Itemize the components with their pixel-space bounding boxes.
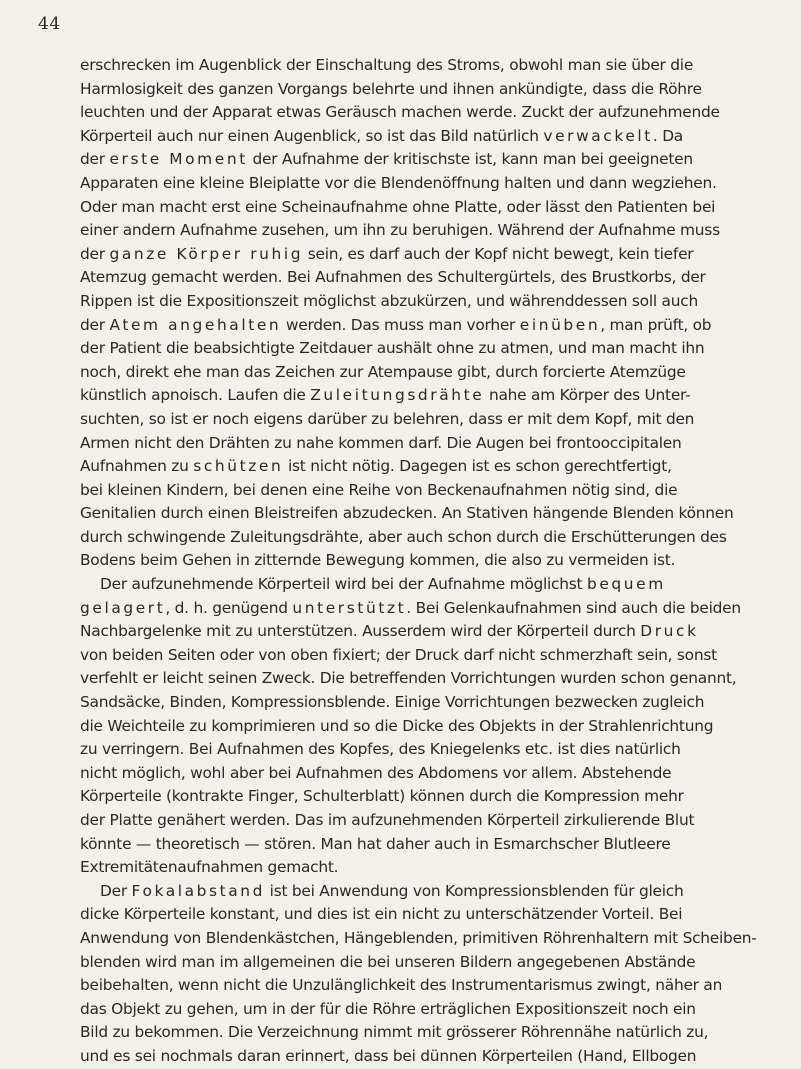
text-line: suchten, so ist er noch eigens darüber zu belehren, dass er mit dem Kopf, mit den [80,409,695,428]
text-line: zu verringern. Bei Aufnahmen des Kopfes, des Kniegelenks etc. ist dies natürlich [80,740,681,759]
body-text [80,54,792,1069]
text-line: blenden wird man im allgemeinen die bei unseren Bildern angegebenen Abstände [80,952,696,971]
text-line: das Objekt zu gehen, um in der für die Röhre erträglichen Expositionszeit noch ein [80,999,696,1018]
text-line: bei kleinen Kindern, bei denen eine Reihe von Beckenaufnahmen nötig sind, die [80,480,678,499]
text-line: Armen nicht den Drähten zu nahe kommen darf. Die Augen bei frontooccipitalen [80,433,682,452]
text-line: der Atem angehalten werden. Das muss man vorher einüben, man prüft, ob [80,315,712,334]
text-line: Atemzug gemacht werden. Bei Aufnahmen des Schultergürtels, des Brustkorbs, der [80,268,706,287]
text-line: künstlich apnoisch. Laufen die Zuleitungsdrähte nahe am Körper des Unter- [80,386,691,405]
text-line: Extremitätenaufnahmen gemacht. [80,858,339,877]
text-line: noch, direkt ehe man das Zeichen zur Atempause gibt, durch forcierte Atemzüge [80,362,686,381]
text-line: Bild zu bekommen. Die Verzeichnung nimmt mit grösserer Röhrennähe natürlich zu, [80,1023,709,1042]
text-line: beibehalten, wenn nicht die Unzulänglichkeit des Instrumentarismus zwingt, näher an [80,976,723,995]
text-line: gelagert, d. h. genügend unterstützt. Bei Gelenkaufnahmen sind auch die beiden [80,598,741,617]
text-line: von beiden Seiten oder von oben fixiert; der Druck darf nicht schmerzhaft sein, sonst [80,645,717,664]
text-line: könnte — theoretisch — stören. Man hat daher auch in Esmarchscher Blutleere [80,834,671,853]
text-line: Der Fokalabstand ist bei Anwendung von Kompressionsblenden für gleich [100,881,684,900]
text-line: Körperteile (kontrakte Finger, Schulterblatt) können durch die Kompression mehr [80,787,684,806]
text-line: Harmlosigkeit des ganzen Vorgangs belehrte und ihnen ankündigte, dass die Röhre [80,79,702,98]
text-line: Apparaten eine kleine Bleiplatte vor die Blendenöffnung halten und dann wegziehen. [80,173,717,192]
text-line: Bodens beim Gehen in zitternde Bewegung kommen, die also zu vermeiden ist. [80,551,676,570]
text-line: Aufnahmen zu schützen ist nicht nötig. Dagegen ist es schon gerechtfertigt, [80,457,672,476]
text-line: einer andern Aufnahme zusehen, um ihn zu beruhigen. Während der Aufnahme muss [80,221,720,240]
text-line: der ganze Körper ruhig sein, es darf auch der Kopf nicht bewegt, kein tiefer [80,244,694,263]
text-line: Oder man macht erst eine Scheinaufnahme ohne Platte, oder lässt den Patienten bei [80,197,716,216]
text-line: Anwendung von Blendenkästchen, Hängeblenden, primitiven Röhrenhaltern mit Scheiben- [80,928,757,947]
text-line: Der aufzunehmende Körperteil wird bei der Aufnahme möglichst bequem [100,575,666,594]
text-line: Sandsäcke, Binden, Kompressionsblende. Einige Vorrichtungen bezwecken zugleich [80,693,705,712]
text-line: und es sei nochmals daran erinnert, dass bei dünnen Körperteilen (Hand, Ellbogen [80,1046,697,1065]
text-line: die Weichteile zu komprimieren und so die Dicke des Objekts in der Strahlenrichtung [80,716,714,735]
text-line: der erste Moment der Aufnahme der kritischste ist, kann man bei geeigneten [80,150,693,169]
text-line: dicke Körperteile konstant, und dies ist ein nicht zu unterschätzender Vorteil. Bei [80,905,683,924]
text-line: durch schwingende Zuleitungsdrähte, aber auch schon durch die Erschütterungen des [80,527,727,546]
text-line: nicht möglich, wohl aber bei Aufnahmen des Abdomens vor allem. Abstehende [80,763,672,782]
text-line: erschrecken im Augenblick der Einschaltung des Stroms, obwohl man sie über die [80,56,694,74]
text-line: Rippen ist die Expositionszeit möglichst abzukürzen, und währenddessen soll auch [80,291,698,310]
text-line: Nachbargelenke mit zu unterstützen. Ausserdem wird der Körperteil durch Druck [80,622,699,641]
text-line: Genitalien durch einen Bleistreifen abzudecken. An Stativen hängende Blenden können [80,504,734,523]
page-number: 44 [38,14,61,34]
text-line: der Platte genähert werden. Das im aufzunehmenden Körperteil zirkulierende Blut [80,811,695,829]
text-line: Körperteil auch nur einen Augenblick, so ist das Bild natürlich verwackelt. Da [80,126,683,145]
text-line: der Patient die beabsichtigte Zeitdauer aushält ohne zu atmen, und man macht ihn [80,339,705,358]
text-line: verfehlt er leicht seinen Zweck. Die betreffenden Vorrichtungen wurden schon genannt, [80,669,737,688]
text-line: leuchten und der Apparat etwas Geräusch machen werde. Zuckt der aufzunehmende [80,103,720,122]
